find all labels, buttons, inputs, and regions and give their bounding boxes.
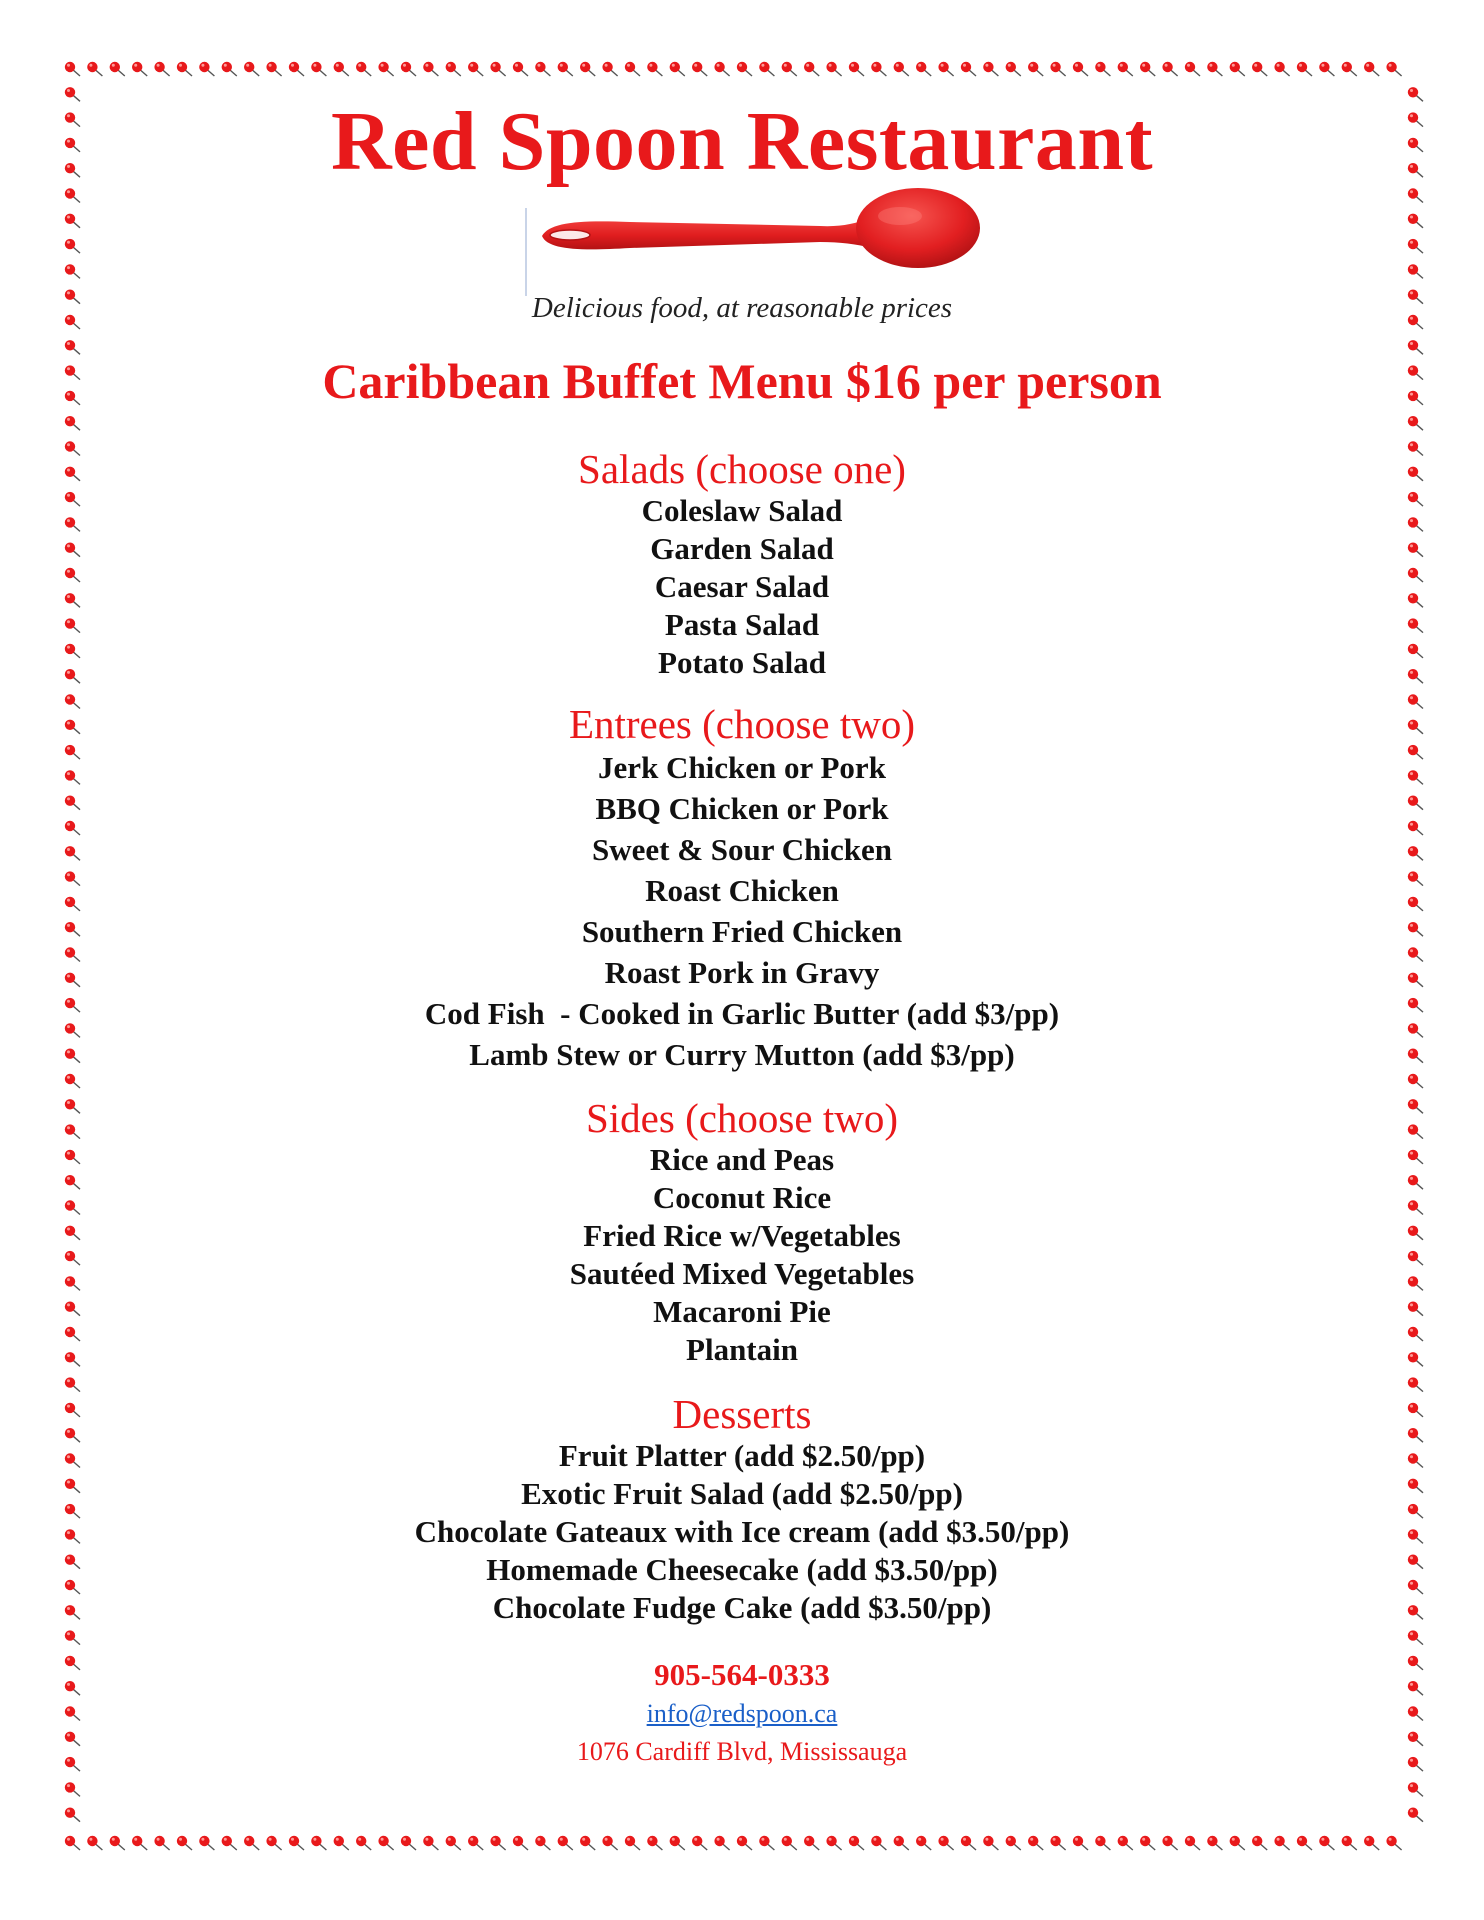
menu-item: Chocolate Fudge Cake (add $3.50/pp): [492, 1590, 992, 1625]
lollipop-icon: [1006, 62, 1021, 76]
lollipop-icon: [378, 1836, 393, 1850]
menu-item: Roast Pork in Gravy: [604, 955, 880, 990]
lollipop-icon: [894, 62, 909, 76]
menu-item: Fried Rice w/Vegetables: [583, 1218, 901, 1253]
lollipop-icon: [1073, 62, 1088, 76]
lollipop-icon: [1207, 62, 1222, 76]
lollipop-icon: [356, 62, 371, 76]
lollipop-icon: [1252, 62, 1267, 76]
lollipop-icon: [222, 1836, 237, 1850]
lollipop-icon: [804, 1836, 819, 1850]
lollipop-icon: [513, 1836, 528, 1850]
lollipop-icon: [1252, 1836, 1267, 1850]
section-entrees: [0, 701, 1484, 1075]
lollipop-icon: [1364, 1836, 1379, 1850]
lollipop-icon: [1297, 62, 1312, 76]
lollipop-icon: [602, 62, 617, 76]
lollipop-icon: [1050, 62, 1065, 76]
lollipop-icon: [670, 1836, 685, 1850]
lollipop-icon: [535, 1836, 550, 1850]
lollipop-icon: [87, 1836, 102, 1850]
lollipop-icon: [446, 1836, 461, 1850]
lollipop-icon: [1408, 214, 1423, 228]
lollipop-icon: [1140, 1836, 1155, 1850]
lollipop-icon: [1408, 1782, 1423, 1796]
lollipop-icon: [894, 1836, 909, 1850]
lollipop-icon: [849, 62, 864, 76]
menu-item: Potato Salad: [658, 645, 826, 680]
lollipop-icon: [1185, 1836, 1200, 1850]
lollipop-icon: [65, 214, 80, 228]
lollipop-icon: [1319, 62, 1334, 76]
lollipop-icon: [1408, 1808, 1423, 1822]
section-title: Sides (choose two): [585, 1095, 898, 1141]
lollipop-icon: [871, 62, 886, 76]
menu-item: Lamb Stew or Curry Mutton (add $3/pp): [469, 1037, 1015, 1072]
lollipop-icon: [199, 1836, 214, 1850]
lollipop-icon: [1274, 62, 1289, 76]
lollipop-icon: [1140, 62, 1155, 76]
lollipop-icon: [65, 188, 80, 202]
lollipop-icon: [1364, 62, 1379, 76]
lollipop-icon: [1408, 239, 1423, 253]
lollipop-icon: [558, 62, 573, 76]
lollipop-icon: [177, 62, 192, 76]
menu-item: Pasta Salad: [664, 607, 820, 642]
lollipop-icon: [983, 62, 998, 76]
lollipop-icon: [871, 1836, 886, 1850]
menu-item: BBQ Chicken or Pork: [595, 791, 889, 826]
lollipop-icon: [65, 239, 80, 253]
lollipop-icon: [983, 1836, 998, 1850]
lollipop-icon: [378, 62, 393, 76]
lollipop-icon: [423, 62, 438, 76]
lollipop-icon: [782, 1836, 797, 1850]
lollipop-icon: [1028, 1836, 1043, 1850]
lollipop-icon: [692, 62, 707, 76]
lollipop-icon: [177, 1836, 192, 1850]
lollipop-icon: [826, 62, 841, 76]
menu-item: Plantain: [686, 1332, 798, 1367]
lollipop-icon: [737, 62, 752, 76]
lollipop-icon: [1408, 1074, 1423, 1088]
lollipop-icon: [1118, 1836, 1133, 1850]
lollipop-icon: [625, 1836, 640, 1850]
lollipop-icon: [1073, 1836, 1088, 1850]
lollipop-icon: [961, 1836, 976, 1850]
lollipop-icon: [1342, 1836, 1357, 1850]
section-title: Desserts: [672, 1391, 812, 1437]
menu-item: Cod Fish - Cooked in Garlic Butter (add $3/pp): [424, 996, 1060, 1031]
lollipop-icon: [110, 1836, 125, 1850]
lollipop-icon: [154, 62, 169, 76]
lollipop-icon: [65, 1782, 80, 1796]
lollipop-icon: [1386, 1836, 1401, 1850]
lollipop-icon: [446, 62, 461, 76]
lollipop-icon: [1408, 416, 1423, 430]
lollipop-icon: [154, 1836, 169, 1850]
lollipop-icon: [401, 1836, 416, 1850]
menu-item: Roast Chicken: [645, 873, 839, 908]
section-sides: [0, 1095, 1484, 1369]
red-spoon-icon: [520, 178, 980, 298]
restaurant-title: Red Spoon Restaurant: [330, 95, 1154, 188]
lollipop-icon: [266, 62, 281, 76]
lollipop-icon: [266, 1836, 281, 1850]
lollipop-icon: [513, 62, 528, 76]
lollipop-icon: [670, 62, 685, 76]
lollipop-icon: [423, 1836, 438, 1850]
address: 1076 Cardiff Blvd, Mississauga: [576, 1737, 908, 1766]
lollipop-icon: [692, 1836, 707, 1850]
lollipop-icon: [1050, 1836, 1065, 1850]
lollipop-icon: [244, 62, 259, 76]
lollipop-icon: [87, 62, 102, 76]
lollipop-icon: [401, 62, 416, 76]
lollipop-icon: [647, 62, 662, 76]
lollipop-icon: [916, 1836, 931, 1850]
lollipop-icon: [334, 62, 349, 76]
lollipop-icon: [1095, 62, 1110, 76]
lollipop-icon: [849, 1836, 864, 1850]
section-title: Entrees (choose two): [568, 701, 916, 747]
lollipop-icon: [110, 62, 125, 76]
lollipop-icon: [1095, 1836, 1110, 1850]
menu-item: Rice and Peas: [649, 1142, 835, 1177]
menu-item: Jerk Chicken or Pork: [598, 750, 886, 785]
menu-item: Coconut Rice: [652, 1180, 832, 1215]
lollipop-icon: [1006, 1836, 1021, 1850]
lollipop-icon: [468, 62, 483, 76]
menu-item: Exotic Fruit Salad (add $2.50/pp): [521, 1476, 963, 1511]
menu-item: Macaroni Pie: [653, 1294, 831, 1329]
lollipop-icon: [244, 1836, 259, 1850]
lollipop-icon: [199, 62, 214, 76]
menu-item: Coleslaw Salad: [641, 493, 843, 528]
lollipop-icon: [1230, 1836, 1245, 1850]
menu-item: Caesar Salad: [654, 569, 830, 604]
lollipop-icon: [1386, 62, 1401, 76]
lollipop-icon: [647, 1836, 662, 1850]
lollipop-icon: [289, 1836, 304, 1850]
lollipop-icon: [311, 62, 326, 76]
lollipop-icon: [535, 62, 550, 76]
lollipop-icon: [490, 1836, 505, 1850]
lollipop-icon: [1162, 62, 1177, 76]
lollipop-icon: [1118, 62, 1133, 76]
lollipop-icon: [737, 1836, 752, 1850]
phone-number: 905-564-0333: [654, 1657, 830, 1692]
lollipop-icon: [1408, 1377, 1423, 1391]
lollipop-icon: [1342, 62, 1357, 76]
lollipop-icon: [938, 1836, 953, 1850]
lollipop-icon: [558, 1836, 573, 1850]
menu-item: Fruit Platter (add $2.50/pp): [558, 1438, 926, 1473]
lollipop-icon: [490, 62, 505, 76]
lollipop-icon: [65, 416, 80, 430]
lollipop-icon: [782, 62, 797, 76]
tagline: Delicious food, at reasonable prices: [531, 292, 953, 324]
lollipop-icon: [468, 1836, 483, 1850]
menu-item: Southern Fried Chicken: [581, 914, 903, 949]
lollipop-icon: [65, 1377, 80, 1391]
lollipop-icon: [759, 62, 774, 76]
menu-heading: Caribbean Buffet Menu $16 per person: [322, 353, 1162, 409]
lollipop-icon: [804, 62, 819, 76]
lollipop-icon: [625, 62, 640, 76]
lollipop-icon: [826, 1836, 841, 1850]
lollipop-icon: [65, 1808, 80, 1822]
section-salads: [0, 446, 1484, 682]
lollipop-icon: [580, 1836, 595, 1850]
lollipop-icon: [1408, 1630, 1423, 1644]
lollipop-icon: [1408, 188, 1423, 202]
lollipop-icon: [580, 62, 595, 76]
lollipop-icon: [938, 62, 953, 76]
lollipop-icon: [602, 1836, 617, 1850]
lollipop-icon: [961, 62, 976, 76]
menu-item: Sautéed Mixed Vegetables: [569, 1256, 915, 1291]
lollipop-icon: [1319, 1836, 1334, 1850]
lollipop-icon: [132, 1836, 147, 1850]
email-link[interactable]: info@redspoon.ca: [646, 1699, 838, 1728]
lollipop-icon: [289, 62, 304, 76]
lollipop-icon: [1207, 1836, 1222, 1850]
menu-item: Garden Salad: [650, 531, 834, 566]
lollipop-icon: [65, 62, 80, 76]
lollipop-icon: [1274, 1836, 1289, 1850]
menu-item: Homemade Cheesecake (add $3.50/pp): [486, 1552, 998, 1587]
lollipop-icon: [759, 1836, 774, 1850]
lollipop-icon: [1028, 62, 1043, 76]
lollipop-icon: [1297, 1836, 1312, 1850]
menu-item: Chocolate Gateaux with Ice cream (add $3.50/pp): [414, 1514, 1070, 1549]
lollipop-icon: [1162, 1836, 1177, 1850]
lollipop-icon: [311, 1836, 326, 1850]
lollipop-icon: [916, 62, 931, 76]
lollipop-icon: [356, 1836, 371, 1850]
lollipop-icon: [222, 62, 237, 76]
lollipop-icon: [65, 1074, 80, 1088]
section-desserts: [0, 1391, 1484, 1627]
lollipop-icon: [132, 62, 147, 76]
section-title: Salads (choose one): [578, 446, 906, 492]
lollipop-icon: [334, 1836, 349, 1850]
lollipop-icon: [65, 1836, 80, 1850]
lollipop-icon: [65, 264, 80, 278]
lollipop-icon: [1185, 62, 1200, 76]
lollipop-icon: [1230, 62, 1245, 76]
menu-item: Sweet & Sour Chicken: [592, 832, 892, 867]
lollipop-icon: [714, 1836, 729, 1850]
lollipop-icon: [65, 1630, 80, 1644]
lollipop-icon: [714, 62, 729, 76]
lollipop-icon: [1408, 264, 1423, 278]
